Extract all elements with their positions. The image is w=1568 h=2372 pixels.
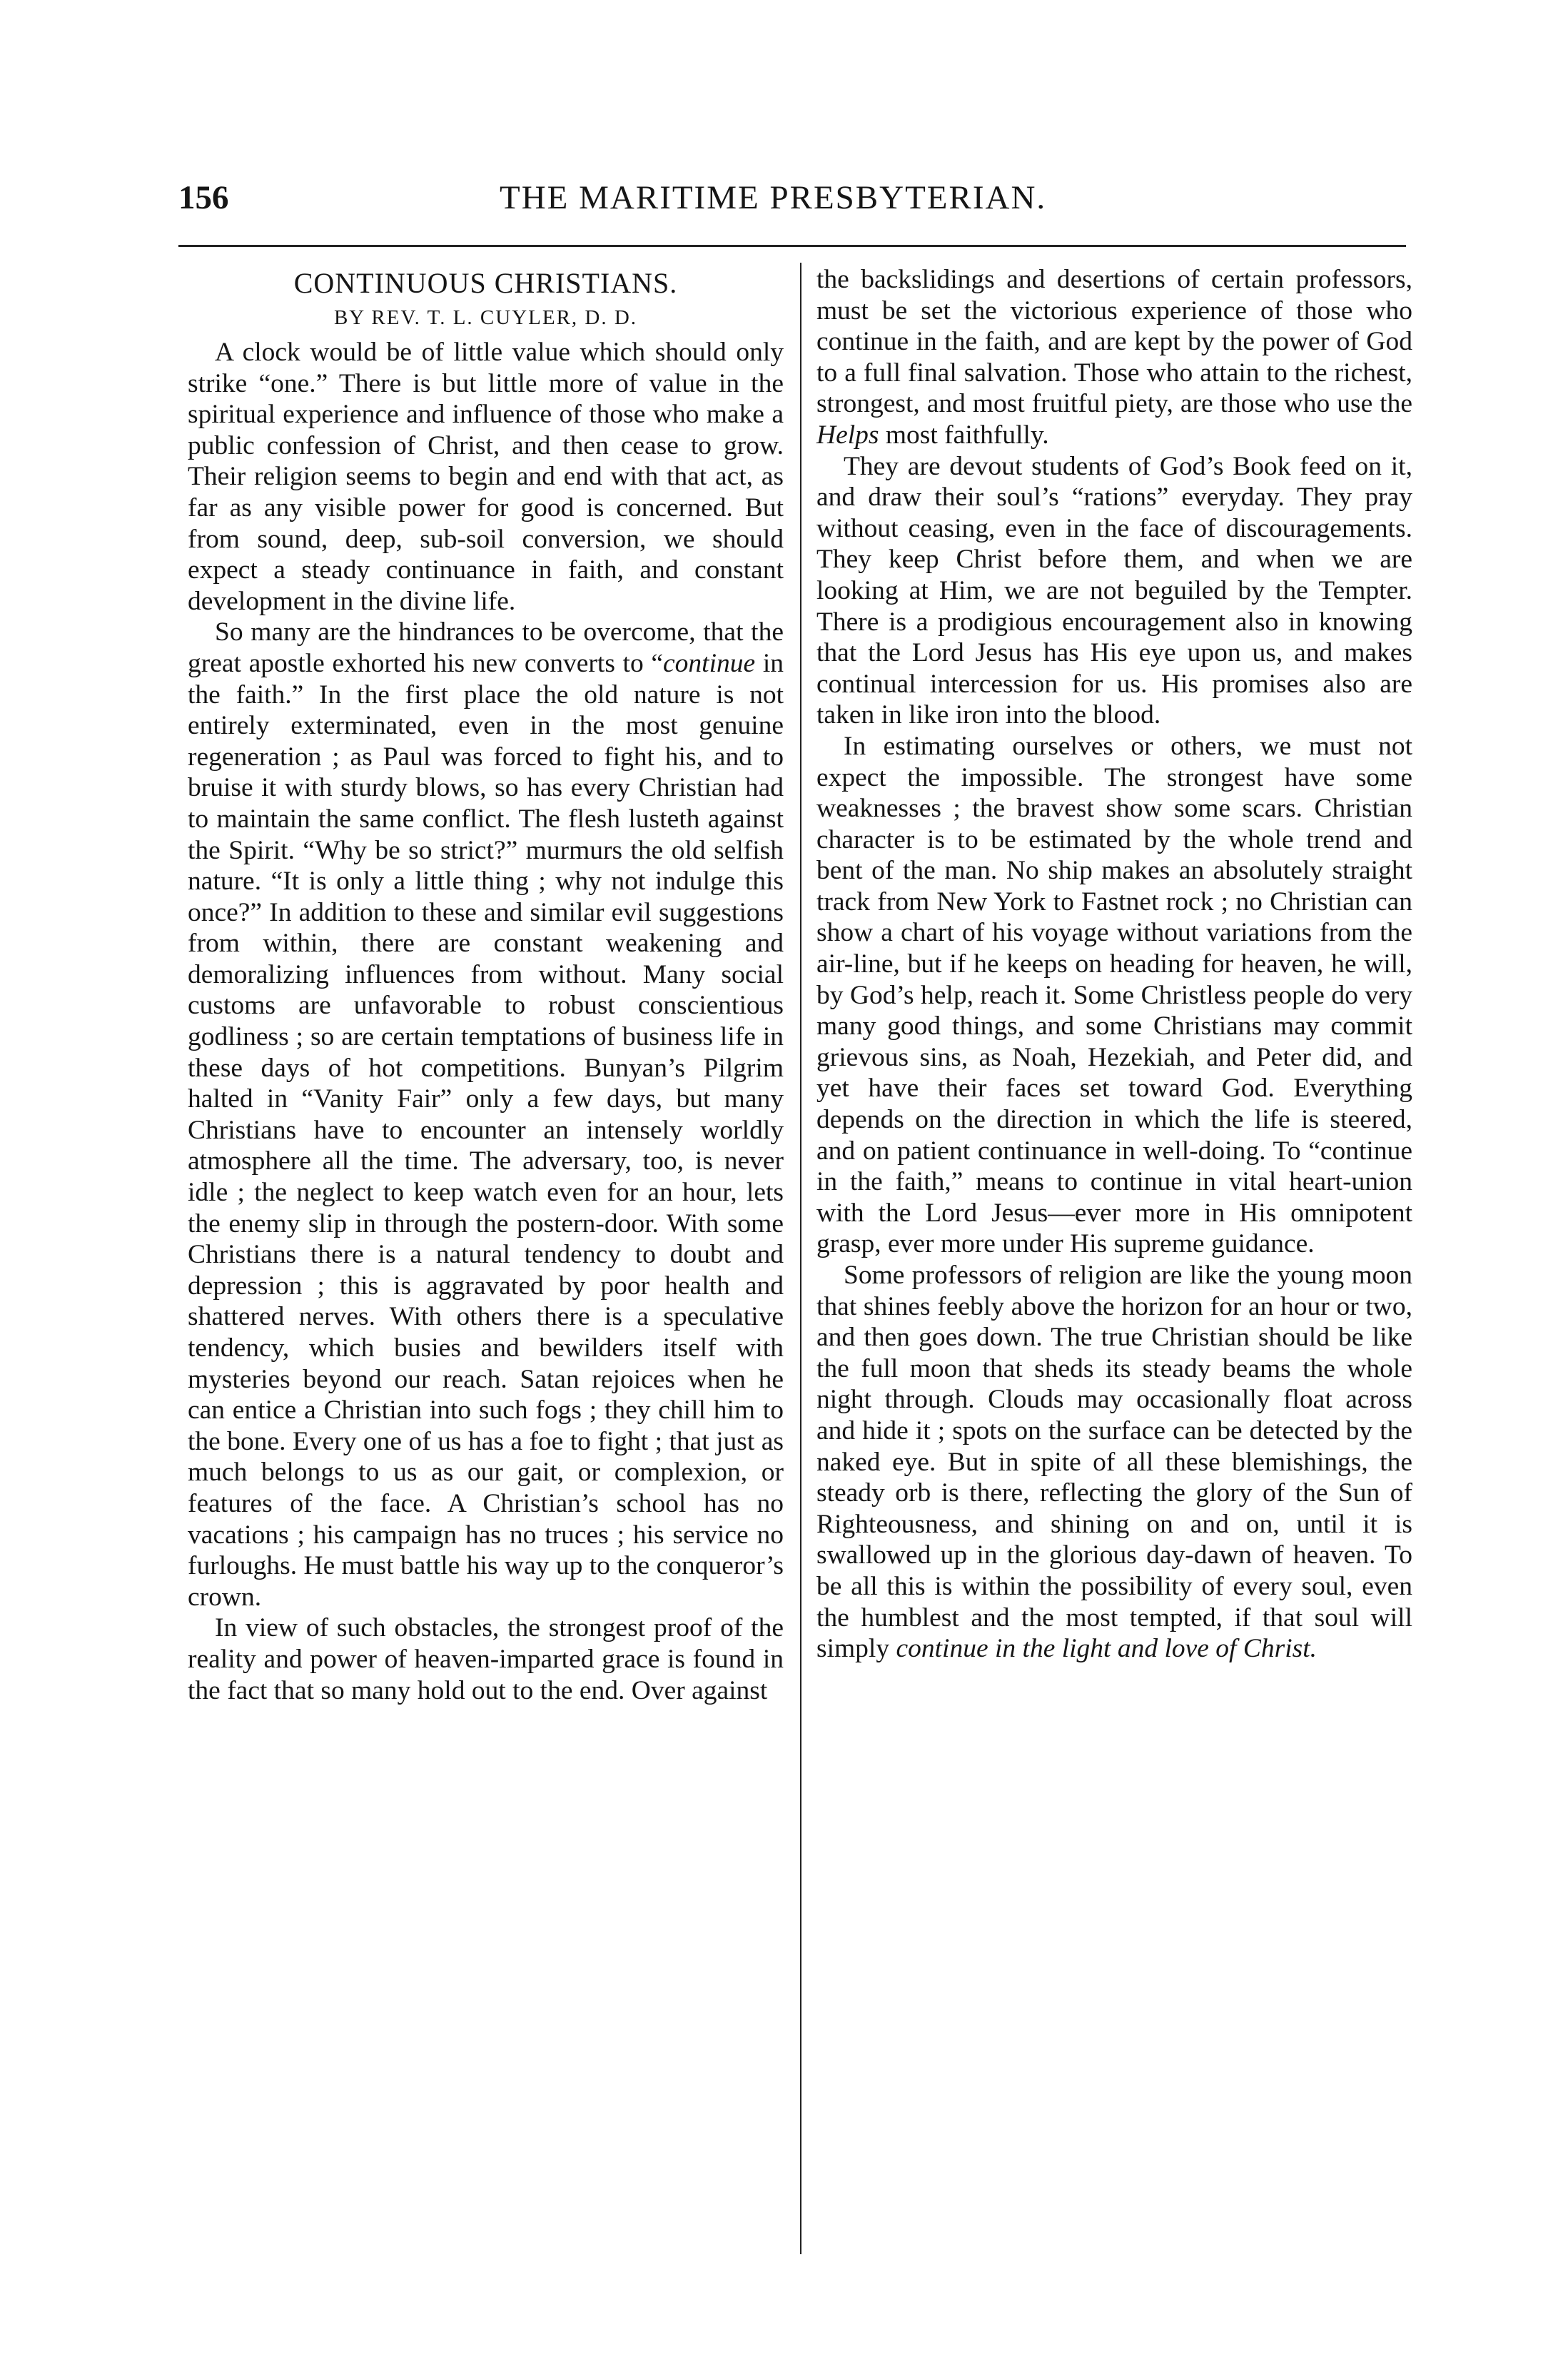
paragraph: In view of such obstacles, the strongest proof of the reality and power of heaven-imparted grace is found in the fact that so many hold out to the end. Over against <box>188 1613 784 1705</box>
text-run: in the faith.” In the first place the old nature is not entirely exterminated, even in the most genuine regeneration ; as Paul was forced to fight his, and to bruise it with sturdy blows, so has every Christian had to maintain the same conflict. The flesh lusteth against the Spirit. “Why be so strict?” murmurs the old selfish nature. “It is only a little thing ; why not indulge this once?” In addition to these and similar evil suggestions from within, there are constant weakening and demoralizing influences from without. Many social customs are unfavorable to robust conscientious godliness ; so are certain temptations of business life in these days of hot competitions. Bunyan’s Pilgrim halted in “Vanity Fair” only a few days, but many Christians have to encounter an intensely worldly atmosphere all the time. The adversary, too, is never idle ; the neglect to keep watch even for an hour, lets the enemy slip in through the postern-door. With some Christians there is a natural tendency to doubt and depression ; this is aggravated by poor health and shattered nerves. With others there is a speculative tendency, which busies and bewilders itself with mysteries beyond our reach. Satan rejoices when he can entice a Christian into such fogs ; they chill him to the bone. Every one of us has a foe to fight ; that just as much belongs to us as our gait, or complexion, or features of the face. A Christian’s school has no vacations ; his campaign has no truces ; his service no furloughs. He must battle his way up to the conqueror’s crown. <box>188 648 784 1612</box>
paragraph <box>188 617 784 1613</box>
running-title: THE MARITIME PRESBYTERIAN. <box>500 179 1047 216</box>
paragraph: They are devout students of God’s Book feed on it, and draw their soul’s “rations” everyday. They pray without ceasing, even in the face of discouragements. They keep Christ before them, and when we are looking at Him, we are not beguiled by the Tempter. There is a prodigious encouragement also in knowing that the Lord Jesus has His eye upon us, and makes continual intercession for us. His promises also are taken in like iron into the blood. <box>816 451 1412 730</box>
text-run: the backslidings and desertions of certain professors, must be set the victorious experience of those who continue in the faith, and are kept by the power of God to a full final salvation. Those who attain to the richest, strongest, and most fruitful piety, are those who use the <box>816 265 1412 419</box>
text-run: Some professors of religion are like the young moon that shines feebly above the horizon for an hour or two, and then goes down. The true Christian should be like the full moon that sheds its steady beams the whole night through. Clouds may occasionally float across and hide it ; spots on the surface can be detected by the naked eye. But in spite of all these blemishings, the steady orb is there, reflecting the glory of the Sun of Righteousness, and shining on and on, until it is swallowed up in the glorious day-dawn of heaven. To be all this is within the possibility of every soul, even the humblest and the most tempted, if that soul will simply <box>816 1261 1412 1664</box>
emphasis: continue <box>663 648 756 678</box>
right-column <box>816 264 1412 1665</box>
header-rule <box>178 245 1406 247</box>
emphasis: continue in the light and love of Christ. <box>896 1634 1317 1664</box>
paragraph <box>816 264 1412 451</box>
paragraph: A clock would be of little value which should only strike “one.” There is but little more of value in the spiritual experience and influence of those who make a public confession of Christ, and then cease to grow. Their religion seems to begin and end with that act, as far as any visible power for good is concerned. But from sound, deep, sub-soil conversion, we should expect a steady continuance in faith, and constant development in the divine life. <box>188 338 784 616</box>
emphasis: Helps <box>816 420 879 450</box>
text-run: most faithfully. <box>879 420 1049 450</box>
column-divider <box>800 263 801 2254</box>
page-number: 156 <box>178 179 229 216</box>
text-run: So many are the hindrances to be overcome, that the great apostle exhorted his new converts to “ <box>188 617 784 678</box>
left-column <box>188 264 784 1706</box>
paragraph <box>816 1260 1412 1665</box>
article-title: CONTINUOUS CHRISTIANS. <box>293 267 678 299</box>
paragraph: In estimating ourselves or others, we must not expect the impossible. The strongest have some weaknesses ; the bravest show some scars. Christian character is to be estimated by the whole trend and bent of the man. No ship makes an absolutely straight track from New York to Fastnet rock ; no Christian can show a chart of his voyage without variations from the air-line, but if he keeps on heading for heaven, he will, by God’s help, reach it. Some Christless people do very many good things, and some Christians may commit grievous sins, as Noah, Hezekiah, and Peter did, and yet have their faces set toward God. Everything depends on the direction in which the life is steered, and on patient continuance in well-doing. To “continue in the faith,” means to continue in vital heart-union with the Lord Jesus—ever more in His omnipotent grasp, ever more under His supreme guidance. <box>816 731 1412 1259</box>
article-byline: BY REV. T. L. CUYLER, D. D. <box>333 306 638 329</box>
